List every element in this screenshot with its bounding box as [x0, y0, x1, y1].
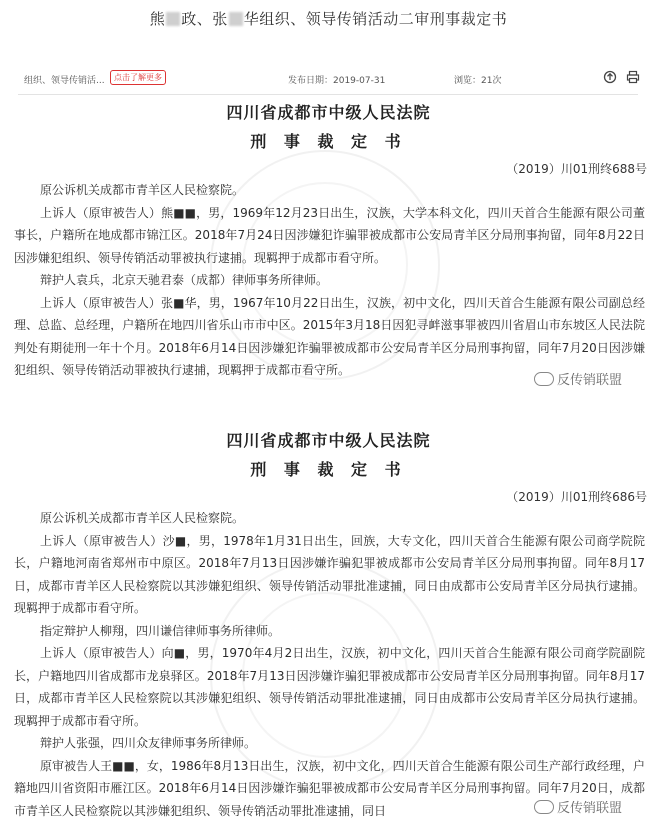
divider [18, 94, 638, 95]
view-count: 浏览：21次 [454, 76, 502, 86]
paragraph: 原公诉机关成都市青羊区人民检察院。 [40, 183, 245, 197]
document-title: 刑 事 裁 定 书 [250, 460, 407, 479]
title-part-3: 华组织、领导传销活动二审刑事裁定书 [243, 10, 508, 28]
share-icon[interactable] [603, 70, 617, 84]
paragraph: 辩护人袁兵，北京天驰君泰（成都）律师事务所律师。 [40, 273, 329, 287]
wechat-icon [534, 800, 554, 814]
publish-date: 发布日期：2019-07-31 [288, 76, 386, 86]
case-number: （2019）川01刑终686号 [506, 490, 647, 504]
paragraph: 上诉人（原审被告人）张■华，男，1967年10月22日出生，汉族，初中文化，四川天首合生能源有限公司副总经理、总监、总经理，户籍所在地四川省乐山市市中区。2015年3月18日因犯寻衅滋事罪被四川省眉山市东坡区人民法院判处有期徒刑一年十个月。2018年6月14日因涉嫌犯诈骗罪被成都市公安局青羊区分局刑事拘留，同年7月20日因涉嫌犯组织、领导传销活动罪被执行逮捕，现羁押于成都市看守所。 [14, 295, 645, 377]
redaction-mask [229, 12, 243, 26]
page-title [0, 8, 657, 29]
meta-bar [0, 66, 657, 92]
title-part-1: 熊 [149, 10, 166, 28]
paragraph: 指定辩护人柳翔，四川谦信律师事务所律师。 [40, 623, 281, 638]
paragraph: 原公诉机关成都市青羊区人民检察院。 [40, 511, 245, 525]
paragraph: 上诉人（原审被告人）沙■，男，1978年1月31日出生，回族，大专文化，四川天首合生能源有限公司商学院院长，户籍地河南省郑州市中原区。2018年7月13日因涉嫌诈骗犯罪被成都市公安局青羊区分局刑事拘留。同年8月17日，成都市青羊区人民检察院以其涉嫌犯组织、领导传销活动罪批准逮捕，同日由成都市公安局青羊区分局执行逮捕。现羁押于成都市看守所。 [14, 533, 645, 615]
paragraph: 原审被告人王■■，女，1986年8月13日出生，汉族，初中文化，四川天首合生能源有限公司生产部行政经理，户籍地四川省资阳市雁江区。2018年6月14日因涉嫌诈骗犯罪被成都市公安局青羊区分局刑事拘留。同年7月20日，成都市青羊区人民检察院以其涉嫌犯组织、领导传销活动罪批准逮捕，同日 [14, 758, 645, 818]
case-number: （2019）川01刑终688号 [506, 162, 647, 176]
wechat-watermark [530, 796, 626, 817]
judgment-2 [0, 428, 657, 822]
paragraph: 上诉人（原审被告人）熊■■，男，1969年12月23日出生，汉族，大学本科文化，四川天首合生能源有限公司董事长，户籍所在地成都市锦江区。2018年7月24日因涉嫌犯诈骗罪被成都市公安局青羊区分局刑事拘留，同年8月22日因涉嫌犯组织、领导传销活动罪被执行逮捕。现羁押于成都市看守所。 [14, 205, 645, 265]
wechat-icon [534, 372, 554, 386]
breadcrumb[interactable]: 组织、领导传销活... [24, 76, 105, 86]
court-name: 四川省成都市中级人民法院 [226, 103, 431, 122]
watermark-text: 反传销联盟 [557, 801, 623, 816]
redaction-mask [166, 12, 180, 26]
watermark-text: 反传销联盟 [557, 373, 623, 388]
court-name: 四川省成都市中级人民法院 [226, 431, 431, 450]
paragraph: 上诉人（原审被告人）向■，男，1970年4月2日出生，汉族，初中文化，四川天首合生能源有限公司商学院副院长，户籍地四川省成都市龙泉驿区。2018年7月13日因涉嫌诈骗犯罪被成都市公安局青羊区分局刑事拘留。同年8月17日，成都市青羊区人民检察院以其涉嫌犯组织、领导传销活动罪批准逮捕，同日由成都市公安局青羊区分局执行逮捕。现羁押于成都市看守所。 [14, 646, 645, 728]
learn-more-link[interactable]: 点击了解更多 [110, 70, 166, 85]
wechat-watermark [530, 368, 626, 389]
judgment-1 [0, 100, 657, 382]
meta-actions [603, 70, 646, 87]
title-part-2: 政、张 [181, 10, 228, 28]
paragraph: 辩护人张强，四川众友律师事务所律师。 [40, 736, 257, 750]
print-icon[interactable] [626, 70, 640, 84]
document-title: 刑 事 裁 定 书 [250, 132, 407, 151]
